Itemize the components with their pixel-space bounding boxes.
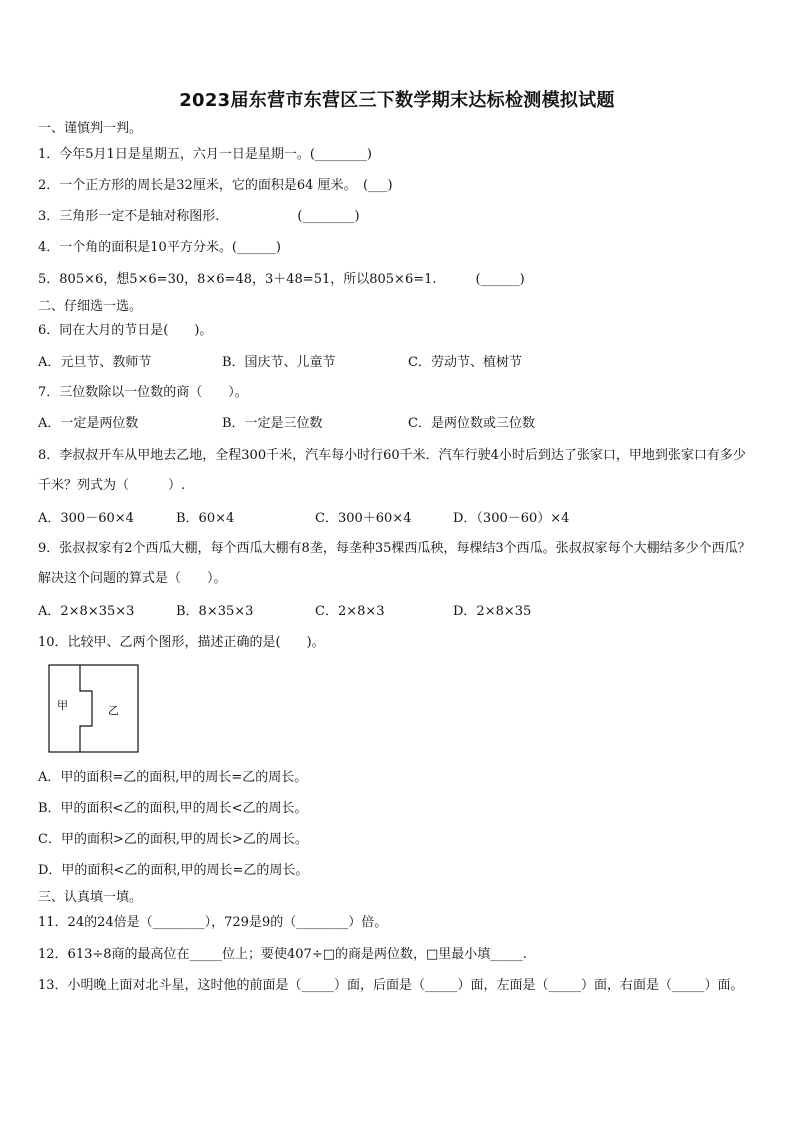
- question-11: 11．24的24倍是（________），729是9的（________）倍。: [38, 915, 388, 930]
- question-5: 5．805×6，想5×6=30，8×6=48，3＋48=51，所以805×6=1. (______): [38, 272, 525, 287]
- divider-line: [80, 665, 92, 752]
- page-title: 2023届东营市东营区三下数学期末达标检测模拟试题: [179, 90, 615, 111]
- section-heading-1: 一、谨慎判一判。: [38, 121, 143, 136]
- q10-option-d: D．甲的面积<乙的面积,甲的周长=乙的周长。: [38, 863, 309, 878]
- q9-option-b: B．8×35×3: [176, 604, 254, 619]
- q6-option-c: C．劳动节、植树节: [408, 355, 522, 370]
- question-10: 10．比较甲、乙两个图形，描述正确的是( )。: [38, 635, 325, 650]
- question-8: 8．李叔叔开车从甲地去乙地，全程300千米，汽车每小时行60千米．汽车行驶4小时后到达了张家口，甲地到张家口有多少千米？列式为（ ）.: [38, 448, 746, 493]
- q9-option-a: A．2×8×35×3: [38, 604, 135, 619]
- shape-diagram: [48, 664, 140, 754]
- q10-option-c: C．甲的面积>乙的面积,甲的周长>乙的周长。: [38, 832, 308, 847]
- shape-label-yi: 乙: [108, 704, 119, 717]
- q8-option-b: B．60×4: [176, 511, 235, 526]
- q10-option-a: A．甲的面积=乙的面积,甲的周长=乙的周长。: [38, 770, 308, 785]
- question-12: 12．613÷8商的最高位在_____位上；要使407÷□的商是两位数，□里最小填_____.: [38, 947, 527, 962]
- question-7: 7．三位数除以一位数的商（ ）。: [38, 385, 248, 400]
- question-2: 2．一个正方形的周长是32厘米，它的面积是64 厘米。 (___): [38, 178, 393, 193]
- q9-option-d: D．2×8×35: [453, 604, 532, 619]
- question-1: 1．今年5月1日是星期五，六月一日是星期一。(________): [38, 147, 372, 162]
- question-6: 6．同在大月的节日是( )。: [38, 323, 213, 338]
- q8-option-c: C．300＋60×4: [315, 511, 412, 526]
- question-3: 3．三角形一定不是轴对称图形. (________): [38, 209, 360, 224]
- section-heading-2: 二、仔细选一选。: [38, 299, 143, 314]
- question-13: 13．小明晚上面对北斗星，这时他的前面是（_____）面，后面是（_____）面，左面是（_____）面，右面是（_____）面。: [38, 978, 744, 993]
- q6-option-b: B．国庆节、儿童节: [222, 355, 336, 370]
- question-4: 4．一个角的面积是10平方分米。(______): [38, 240, 281, 255]
- section-heading-3: 三、认真填一填。: [38, 890, 143, 905]
- shape-label-jia: 甲: [57, 699, 68, 712]
- shape-comparison-figure: [48, 664, 140, 754]
- q7-option-b: B．一定是三位数: [222, 416, 323, 431]
- q9-option-c: C．2×8×3: [315, 604, 385, 619]
- q8-option-a: A．300－60×4: [38, 511, 134, 526]
- q7-option-c: C．是两位数或三位数: [408, 416, 535, 431]
- q6-option-a: A．元旦节、教师节: [38, 355, 152, 370]
- q10-option-b: B．甲的面积<乙的面积,甲的周长<乙的周长。: [38, 801, 308, 816]
- q7-option-a: A．一定是两位数: [38, 416, 139, 431]
- question-9: 9．张叔叔家有2个西瓜大棚，每个西瓜大棚有8垄，每垄种35棵西瓜秧，每棵结3个西瓜。张叔叔家每个大棚结多少个西瓜？解决这个问题的算式是（ ）。: [38, 541, 751, 586]
- q8-option-d: D．（300－60）×4: [453, 511, 570, 526]
